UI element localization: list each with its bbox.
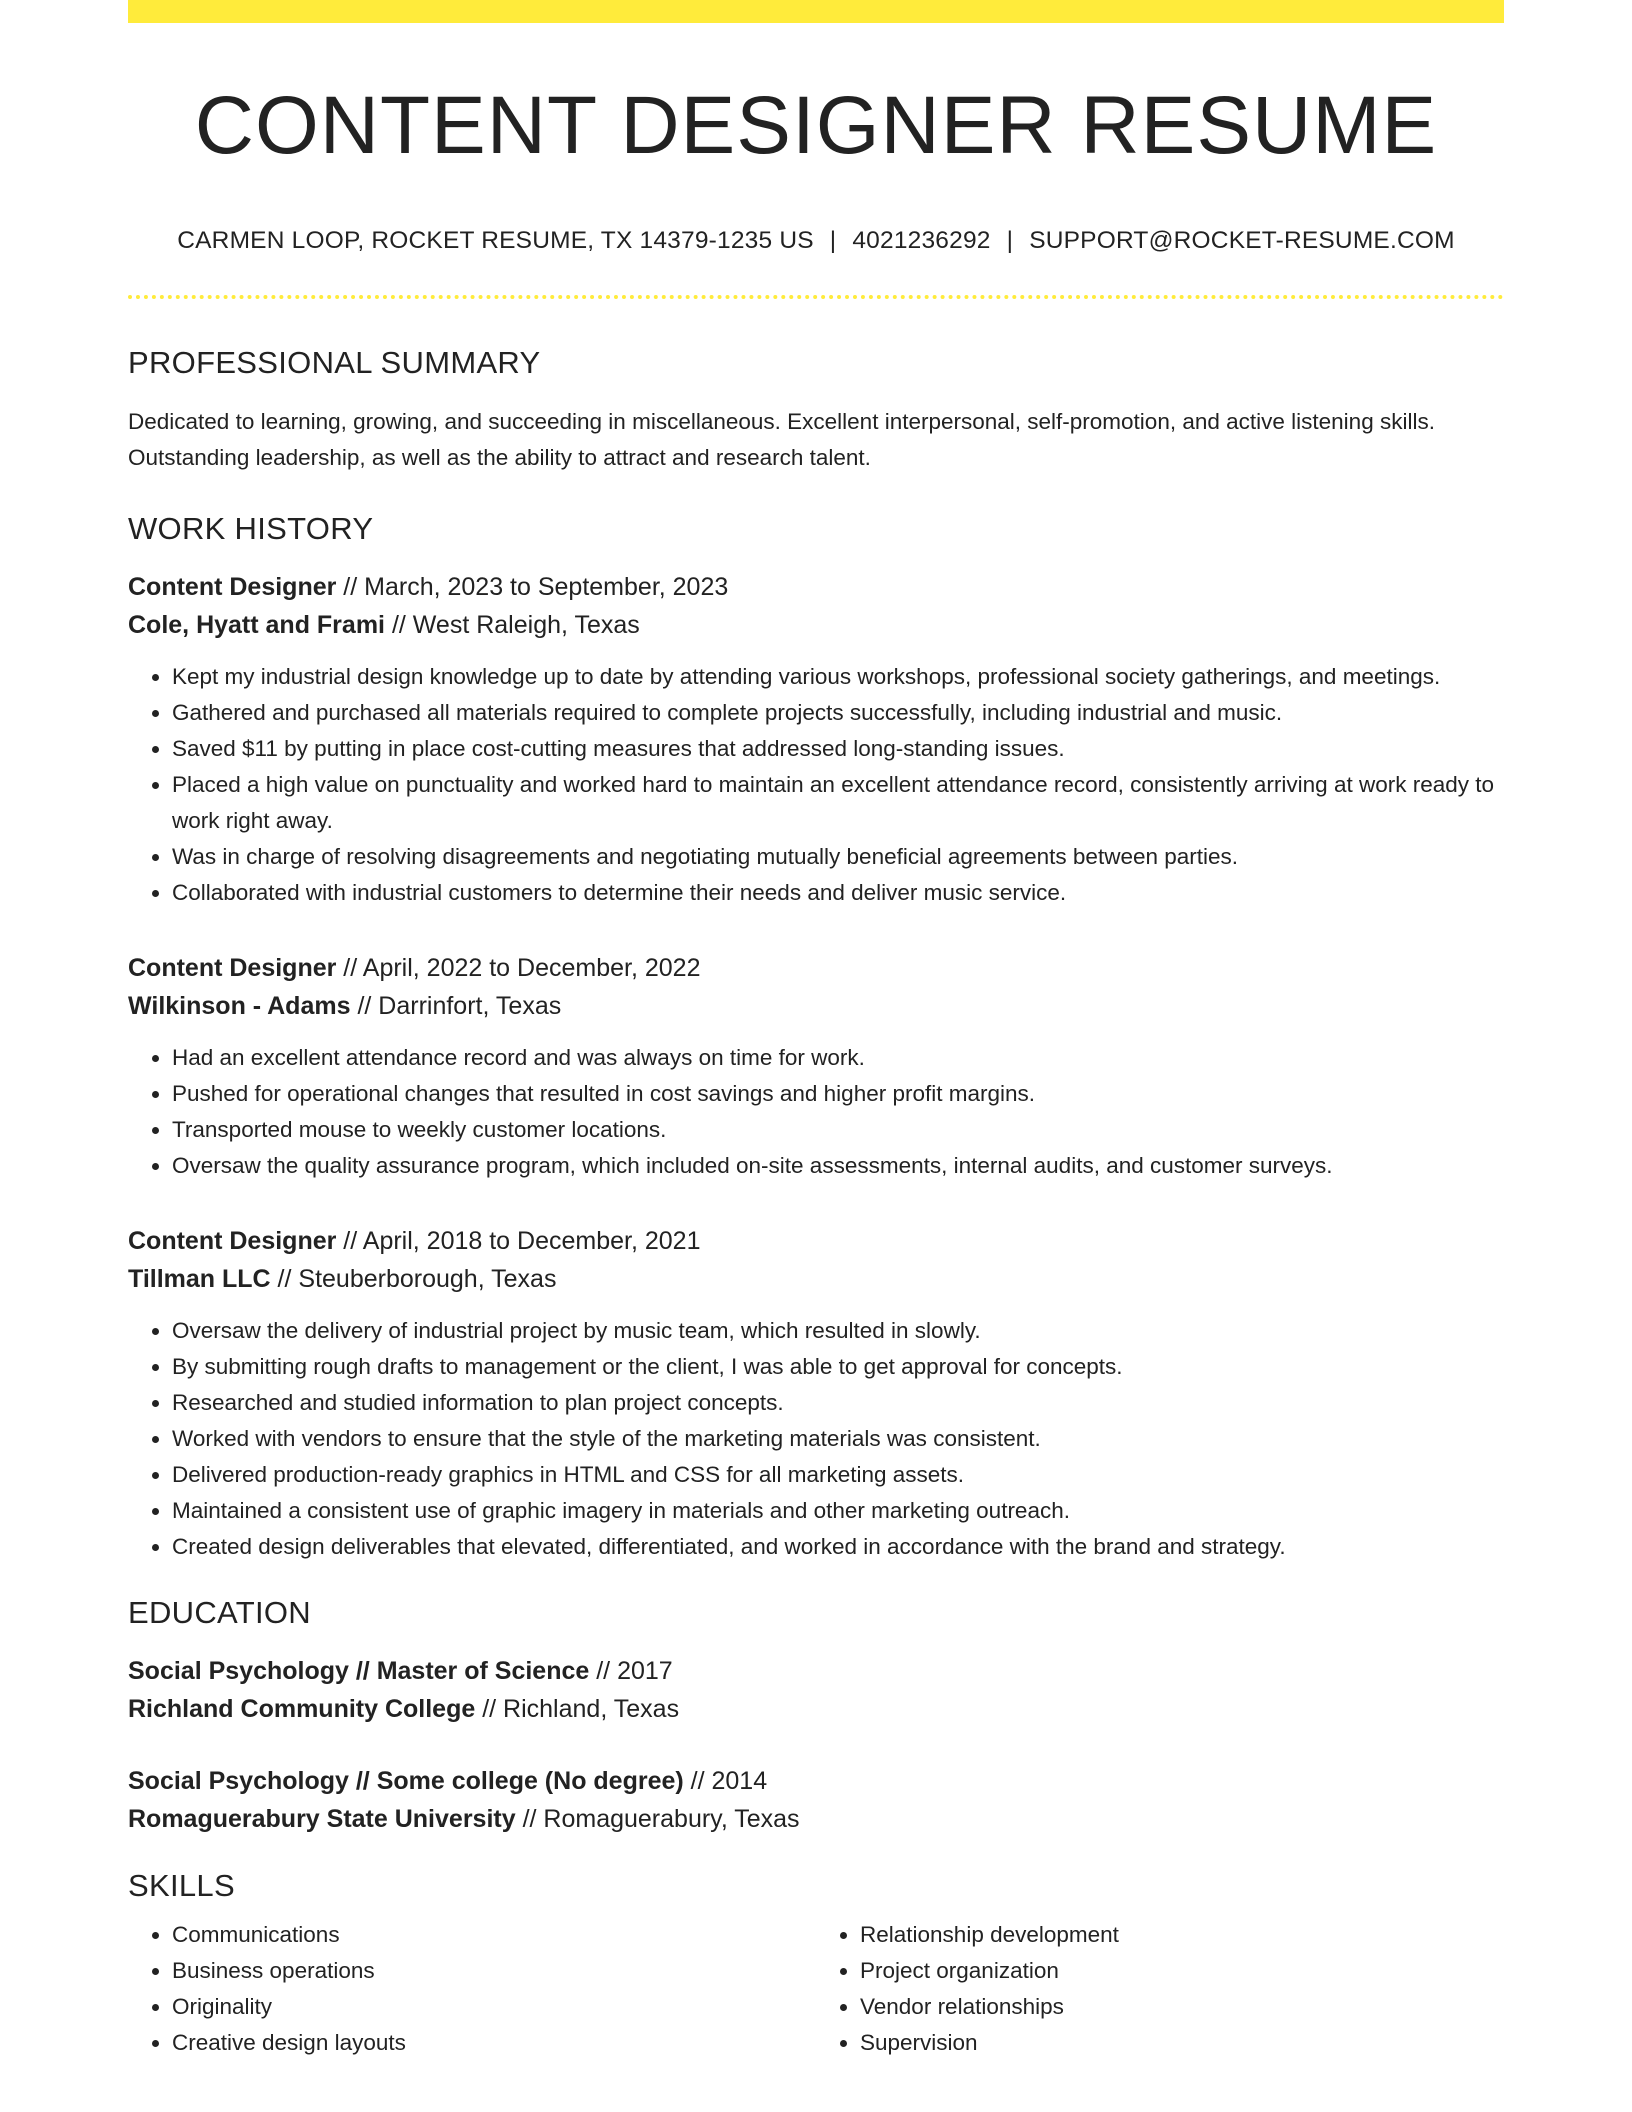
job-title-line	[128, 949, 1504, 987]
job-company-line	[128, 606, 1504, 644]
contact-separator: |	[829, 227, 837, 254]
contact-line	[128, 229, 1504, 254]
list-item: • Collaborated with industrial customers to determine their needs and deliver music service.	[172, 875, 1504, 911]
education-degree-line	[128, 1652, 1504, 1690]
job-bullets	[128, 1040, 1504, 1184]
education-location: // Richland, Texas	[475, 1694, 680, 1723]
skill-item: • Relationship development	[860, 1917, 1504, 1953]
list-item: • Transported mouse to weekly customer locations.	[172, 1112, 1504, 1148]
education-degree-line	[128, 1762, 1504, 1800]
education-heading: EDUCATION	[128, 1594, 311, 1630]
contact-phone: 4021236292	[852, 227, 991, 254]
job-location: // West Raleigh, Texas	[385, 610, 640, 639]
education-school: Romaguerabury State University	[128, 1804, 516, 1833]
skills-list-left	[128, 1917, 816, 2061]
skill-item: • Creative design layouts	[172, 2025, 816, 2061]
list-item: • Pushed for operational changes that resulted in cost savings and higher profit margins.	[172, 1076, 1504, 1112]
list-item: • Had an excellent attendance record and was always on time for work.	[172, 1040, 1504, 1076]
accent-top-bar	[128, 0, 1504, 23]
job-title: Content Designer	[128, 1226, 337, 1255]
list-item: • Saved $11 by putting in place cost-cutting measures that addressed long-standing issues.	[172, 731, 1504, 767]
resume-title: CONTENT DESIGNER RESUME	[194, 80, 1438, 171]
education-degree: Social Psychology // Master of Science	[128, 1656, 590, 1685]
skill-item: • Communications	[172, 1917, 816, 1953]
list-item: • Oversaw the quality assurance program, which included on-site assessments, internal audits, and customer surveys.	[172, 1148, 1504, 1184]
contact-address: CARMEN LOOP, ROCKET RESUME, TX 14379-1235 US	[177, 227, 814, 254]
education-school: Richland Community College	[128, 1694, 476, 1723]
job-bullets	[128, 659, 1504, 911]
contact-separator: |	[1006, 227, 1014, 254]
education-year: // 2014	[683, 1766, 768, 1795]
list-item: • Created design deliverables that elevated, differentiated, and worked in accordance with the brand and strategy.	[172, 1529, 1504, 1565]
job-title-line	[128, 1222, 1504, 1260]
job-location: // Steuberborough, Texas	[270, 1264, 557, 1293]
dotted-divider	[128, 295, 1504, 299]
job-location: // Darrinfort, Texas	[350, 991, 562, 1020]
job-dates: // March, 2023 to September, 2023	[336, 572, 729, 601]
job-title: Content Designer	[128, 953, 337, 982]
job-company-line	[128, 1260, 1504, 1298]
job-title: Content Designer	[128, 572, 337, 601]
summary-heading: PROFESSIONAL SUMMARY	[128, 344, 541, 380]
education-entry	[128, 1762, 1504, 1838]
skill-item: • Supervision	[860, 2025, 1504, 2061]
job-company: Cole, Hyatt and Frami	[128, 610, 385, 639]
list-item: • Was in charge of resolving disagreements and negotiating mutually beneficial agreements between parties.	[172, 839, 1504, 875]
list-item: • Kept my industrial design knowledge up to date by attending various workshops, professional society gatherings, and meetings.	[172, 659, 1504, 695]
job-entry	[128, 568, 1504, 911]
job-entry	[128, 1222, 1504, 1565]
contact-email: SUPPORT@ROCKET-RESUME.COM	[1029, 227, 1455, 254]
skill-item: • Originality	[172, 1989, 816, 2025]
list-item: • Oversaw the delivery of industrial project by music team, which resulted in slowly.	[172, 1313, 1504, 1349]
education-year: // 2017	[589, 1656, 673, 1685]
skill-item: • Business operations	[172, 1953, 816, 1989]
summary-text: Dedicated to learning, growing, and succeeding in miscellaneous. Excellent interpersonal, self-promotion, and active listening skills. Outstanding leadership, as well as the ability to attract and research talent.	[128, 408, 1435, 470]
list-item: • Delivered production-ready graphics in HTML and CSS for all marketing assets.	[172, 1457, 1504, 1493]
education-entry	[128, 1652, 1504, 1728]
education-location: // Romaguerabury, Texas	[515, 1804, 800, 1833]
job-dates: // April, 2018 to December, 2021	[336, 1226, 701, 1255]
skills-list-right	[816, 1917, 1504, 2061]
resume-page	[128, 0, 1504, 2061]
list-item: • Worked with vendors to ensure that the style of the marketing materials was consistent.	[172, 1421, 1504, 1457]
list-item: • By submitting rough drafts to management or the client, I was able to get approval for concepts.	[172, 1349, 1504, 1385]
job-title-line	[128, 568, 1504, 606]
job-entry	[128, 949, 1504, 1184]
education-school-line	[128, 1690, 1504, 1728]
job-dates: // April, 2022 to December, 2022	[336, 953, 701, 982]
skill-item: • Vendor relationships	[860, 1989, 1504, 2025]
job-company: Tillman LLC	[128, 1264, 271, 1293]
list-item: • Placed a high value on punctuality and worked hard to maintain an excellent attendance record, consistently arriving at work ready to work right away.	[172, 767, 1504, 839]
job-company: Wilkinson - Adams	[128, 991, 351, 1020]
education-school-line	[128, 1800, 1504, 1838]
job-company-line	[128, 987, 1504, 1025]
education-degree: Social Psychology // Some college (No degree)	[128, 1766, 684, 1795]
skills-columns	[128, 1917, 1504, 2061]
list-item: • Researched and studied information to plan project concepts.	[172, 1385, 1504, 1421]
list-item: • Maintained a consistent use of graphic imagery in materials and other marketing outreach.	[172, 1493, 1504, 1529]
skill-item: • Project organization	[860, 1953, 1504, 1989]
work-history-heading: WORK HISTORY	[128, 510, 374, 546]
list-item: • Gathered and purchased all materials required to complete projects successfully, including industrial and music.	[172, 695, 1504, 731]
job-bullets	[128, 1313, 1504, 1565]
skills-heading: SKILLS	[128, 1867, 235, 1903]
